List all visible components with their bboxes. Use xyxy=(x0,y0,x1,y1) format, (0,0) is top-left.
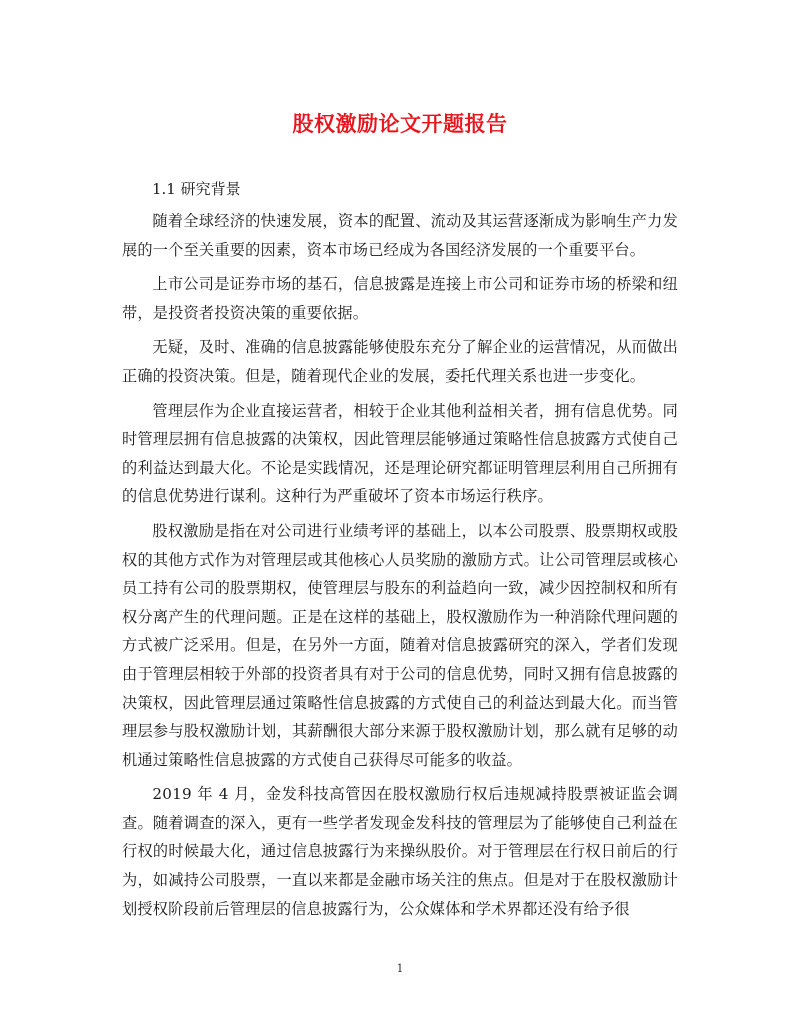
paragraph-1: 随着全球经济的快速发展，资本的配置、流动及其运营逐渐成为影响生产力发展的一个至关重要的因素，资本市场已经成为各国经济发展的一个重要平台。 xyxy=(122,212,678,259)
document-body xyxy=(122,179,678,929)
document-title: 股权激励论文开题报告 xyxy=(292,111,508,136)
paragraph-6: 2019 年 4 月，金发科技高管因在股权激励行权后违规减持股票被证监会调查。随着调查的深入，更有一些学者发现金发科技的管理层为了能够使自己利益在行权的时候最大化，通过信息披露行为来操纵股价。对于管理层在行权日前后的行为，如减持公司股票，一直以来都是金融市场关注的焦点。但是对于在股权激励计划授权阶段前后管理层的信息披露行为，公众媒体和学术界都还没有给予很 xyxy=(122,785,678,918)
paragraph-5: 股权激励是指在对公司进行业绩考评的基础上，以本公司股票、股票期权或股权的其他方式作为对管理层或其他核心人员奖励的激励方式。让公司管理层或核心员工持有公司的股票期权，使管理层与股东的利益趋向一致，减少因控制权和所有权分离产生的代理问题。正是在这样的基础上，股权激励作为一种消除代理问题的方式被广泛采用。但是，在另外一方面，随着对信息披露研究的深入，学者们发现由于管理层相较于外部的投资者具有对于公司的信息优势，同时又拥有信息披露的决策权，因此管理层通过策略性信息披露的方式使自己的利益达到最大化。而当管理层参与股权激励计划，其薪酬很大部分来源于股权激励计划，那么就有足够的动机通过策略性信息披露的方式使自己获得尽可能多的收益。 xyxy=(122,521,678,769)
section-heading: 1.1 研究背景 xyxy=(152,180,241,198)
paragraph-2: 上市公司是证券市场的基石，信息披露是连接上市公司和证券市场的桥梁和纽带，是投资者投资决策的重要依据。 xyxy=(122,275,678,322)
paragraph-3: 无疑，及时、准确的信息披露能够使股东充分了解企业的运营情况，从而做出正确的投资决策。但是，随着现代企业的发展，委托代理关系也进一步变化。 xyxy=(122,338,678,385)
paragraph-4: 管理层作为企业直接运营者，相较于企业其他利益相关者，拥有信息优势。同时管理层拥有信息披露的决策权，因此管理层能够通过策略性信息披露方式使自己的利益达到最大化。不论是实践情况，还是理论研究都证明管理层利用自己所拥有的信息优势进行谋利。这种行为严重破坏了资本市场运行秩序。 xyxy=(122,401,678,506)
page-number: 1 xyxy=(396,962,404,975)
